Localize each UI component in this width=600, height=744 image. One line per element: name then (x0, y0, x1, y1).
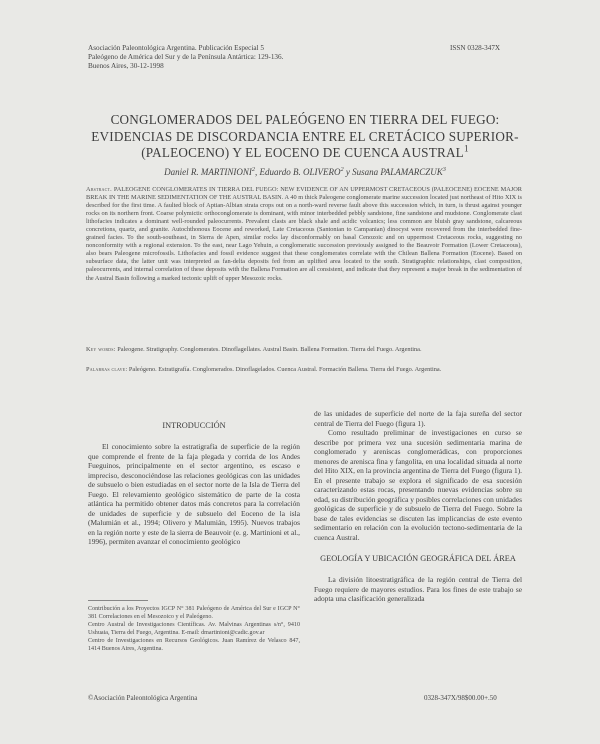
author-1-mark: 2 (251, 166, 256, 173)
title-line-2: EVIDENCIAS DE DISCORDANCIA ENTRE EL CRETÁCICO SUPERIOR- (91, 128, 519, 144)
palabras-clave-label: Palabras clave: (86, 366, 128, 373)
keywords-text: Paleogene. Stratigraphy. Conglomerates. Dinoflagellates. Austral Basin. Ballena Formation. Tierra del Fuego. Argentina. (117, 346, 422, 353)
abstract (86, 186, 522, 283)
keywords-label: Key words: (86, 346, 116, 353)
abstract-label: Abstract. (86, 186, 112, 193)
footnote-3: Centro de Investigaciones en Recursos Geológicos. Juan Ramírez de Velasco 847, 1414 Buenos Aires, Argentina. (88, 638, 300, 652)
introduction-paragraph: El conocimiento sobre la estratigrafía de superficie de la región que comprende el frente de la faja plegada y corrida de los Andes Fueguinos, principalmente en el sector argentino, es escaso e impreciso, desconociéndose las relaciones geológicas con las unidades de subsuelo o bien estudiadas en el sector norte de la Isla de Tierra del Fuego. El relevamiento geológico sistemático de parte de la costa atlántica ha permitido obtener datos más concretos para la correlación de unidades de superficie y de subsuelo del Eoceno de la isla (Malumián et al., 1994; Olivero y Malumián, 1995). Nuevos trabajos en la región norte y este de la sierra de Beauvoir (e. g. Martinioni et al., 1996), permiten avanzar el conocimiento geológico (88, 442, 300, 546)
author-1: Daniel R. MARTINIONI (164, 167, 252, 177)
copyright: ©Asociación Paleontológica Argentina (88, 694, 198, 702)
right-paragraph-0: de las unidades de superficie del norte de la faja sureña del sector central de Tierra del Fuego (figura 1). (314, 409, 522, 428)
footnote-2: Centro Austral de Investigaciones Científicas. Av. Malvinas Argentinas s/n°, 9410 Ushuaia, Tierra del Fuego, Argentina. E-mail: dmartinioni@cadic.gov.ar (88, 622, 300, 636)
palabras-clave (86, 366, 522, 374)
author-3: Susana PALAMARCZUK (352, 167, 443, 177)
introduction-heading: INTRODUCCIÓN (162, 421, 226, 430)
footnotes (88, 606, 300, 654)
journal-header-line-2: Paleógeno de América del Sur y de la Península Antártica: 129-136. (88, 53, 284, 61)
journal-header-line-3: Buenos Aires, 30-12-1998 (88, 62, 164, 70)
footnote-1: Contribución a los Proyectos IGCP N° 381 Paleógeno de América del Sur e IGCP N° 381 Correlaciones en el Mesozoico y el Paleógeno. (88, 606, 300, 620)
geology-paragraph: La división litoestratigráfica de la región central de Tierra del Fuego requiere de mayores estudios. Para los fines de este trabajo se adopta una clasificación generalizada (314, 575, 522, 603)
journal-header-line-1: Asociación Paleontológica Argentina. Publicación Especial 5 (88, 44, 264, 52)
author-3-mark: 3 (442, 166, 446, 173)
journal-header (88, 44, 388, 71)
footnote-divider (88, 600, 148, 601)
authors: Daniel R. MARTINIONI$^2$, Eduardo B. OLIVERO$^2$ y Susana PALAMARCZUK$^3$ (164, 166, 446, 177)
left-column (88, 421, 300, 547)
palabras-clave-text: Paleógeno. Estratigrafía. Conglomerados. Dinoflagelados. Cuenca Austral. Formación Ballena. Tierra del Fuego. Argentina. (128, 366, 442, 373)
issn: ISSN 0328-347X (450, 44, 501, 52)
author-2: Eduardo B. OLIVERO (259, 167, 341, 177)
paper-title (60, 112, 550, 162)
title-line-1: CONGLOMERADOS DEL PALEÓGENO EN TIERRA DEL FUEGO: (110, 112, 500, 127)
issn-price-code: 0328-347X/98$00.00+.50 (424, 694, 497, 702)
right-column (314, 409, 522, 604)
keywords (86, 346, 522, 354)
geology-heading: GEOLOGÍA Y UBICACIÓN GEOGRÁFICA DEL ÁREA (320, 554, 516, 563)
author-2-mark: 2 (340, 166, 344, 173)
title-footnote-mark: 1 (463, 143, 469, 154)
right-paragraph-1: Como resultado preliminar de investigaciones en curso se describe por primera vez una sucesión sedimentaria marina de conglomerado y areniscas conglomerádicas, con proporciones menores de arenisca fina y fangolita, en una localidad situada al norte del Hito XIX, en la provincia argentina de Tierra del Fuego (figura 1). En el presente trabajo se explora el significado de esa sucesión caracterizando estas rocas, presentando nuevas evidencias sobre su edad, su distribución geográfica y posibles correlaciones con unidades geológicas de superficie y de subsuelo de Tierra del Fuego. Sobre la base de tales evidencias se discuten las implicancias de este evento sedimentario en relación con la evolución tectono-sedimentaria de la cuenca Austral. (314, 428, 522, 542)
title-line-3: (PALEOCENO) Y EL EOCENO DE CUENCA AUSTRAL$^1$ (141, 143, 469, 161)
abstract-text: PALEOGENE CONGLOMERATES IN TIERRA DEL FUEGO: NEW EVIDENCE OF AN UPPERMOST CRETACEOUS (PALEOCENE) EOCENE MAJOR BREAK IN THE MARINE SEDIMENTATION OF THE AUSTRAL BASIN. A 40 m thick Paleogene conglomerate marine succession located just northeast of Hito XIX is described for the first time. A faulted block of Aptian-Albian strata crops out on a north-ward reverse fault above this succession which, in turn, is thrust against younger rocks on its northern front. Coarse polymictic orthoconglomerate is dominant, with minor interbedded pebbly sandstone, fine sandstone and mudstone. Conglomerate clast lithofacies indicates a dominant well-rounded paleocurrents. Prevalent clasts are black shale and acidic volcanics; less common are bluish gray sandstone, calcareous concretions, quartz, and granite. Autochthonous Eocene and reworked, Late Cretaceous (Santonian to Campanian) dinocyst were recovered from the interbedded fine-grained facies. To the south-southeast, in Sierra de Apen, similar rocks lay disconformably on basal Cenozoic and on uppermost Cretaceous rocks, suggesting no nonconformity with a regional extension. To the east, near Lago Yehuin, a conglomeratic succession previously assigned to the Beauvoir Formation (Lower Cretaceous), also bears Paleogene microfossils. Lithofacies and fossil evidence suggest that these conglomerates correlate with the Chilean Ballena Formation (Eocene). Based on subsurface data, the latter unit was interpreted as fan-delta deposits fed from an uplifted area located to the south. Stratigraphic relationships, clast composition, paleocurrents, and internal correlation of these deposits with the Ballena Formation are all consistent, and indicate that they represent a major break in the sedimentation of the Austral Basin following a marked tectonic uplift of upper Mesozoic rocks. (86, 186, 522, 282)
